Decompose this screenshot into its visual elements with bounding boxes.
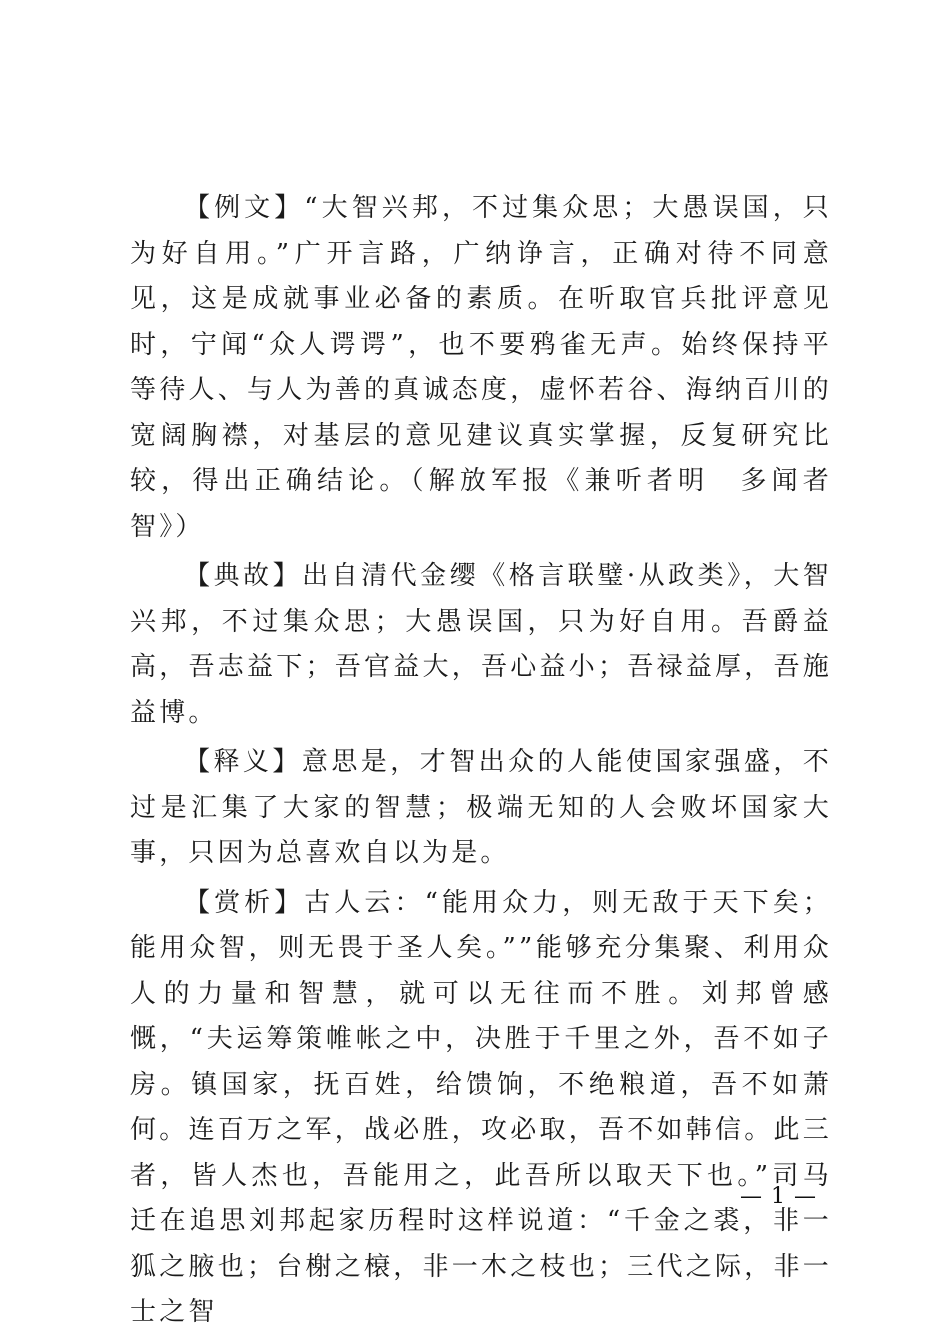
section-tag: 【释义】: [184, 747, 302, 777]
document-body: [130, 186, 832, 1340]
section-tag: 【赏析】: [184, 887, 305, 918]
page-number: — 1 —: [740, 1184, 817, 1209]
paragraph-text: 出自清代金缨《格言联璧·从政类》，大智兴邦，不过集众思；大愚误国，只为好自用。吾爵益高，吾志益下；吾官益大，吾心益小；吾禄益厚，吾施益博。: [130, 561, 832, 728]
paragraph-text: 意思是，才智出众的人能使国家强盛，不过是汇集了大家的智慧；极端无知的人会败坏国家大事，只因为总喜欢自以为是。: [130, 747, 832, 868]
paragraph-text: “大智兴邦，不过集众思；大愚误国，只为好自用。”广开言路，广纳诤言，正确对待不同意见，这是成就事业必备的素质。在听取官兵批评意见时，宁闻“众人谔谔”，也不要鸦雀无声。始终保持平等待人、与人为善的真诚态度，虚怀若谷、海纳百川的宽阔胸襟，对基层的意见建议真实掌握，反复研究比较，得出正确结论。（解放军报《兼听者明 多闻者智》）: [130, 193, 832, 542]
section-tag: 【典故】: [184, 561, 303, 591]
paragraph-source: [130, 554, 832, 736]
paragraph-text: 古人云：“能用众力，则无敌于天下矣；能用众智，则无畏于圣人矣。””能够充分集聚、利用众人的力量和智慧，就可以无往而不胜。刘邦曾感慨，“夫运筹策帷帐之中，决胜于千里之外，吾不如子房。镇国家，抚百姓，给馈饷，不绝粮道，吾不如萧何。连百万之军，战必胜，攻必取，吾不如韩信。此三者，皆人杰也，吾能用之，此吾所以取天下也。”司马迁在追思刘邦起家历程时这样说道：“千金之裘，非一狐之腋也；台榭之榱，非一木之枝也；三代之际，非一士之智: [130, 887, 832, 1327]
paragraph-example: [130, 186, 832, 550]
paragraph-meaning: [130, 740, 832, 877]
paragraph-appreciation: [130, 881, 832, 1336]
section-tag: 【例文】: [184, 193, 305, 223]
